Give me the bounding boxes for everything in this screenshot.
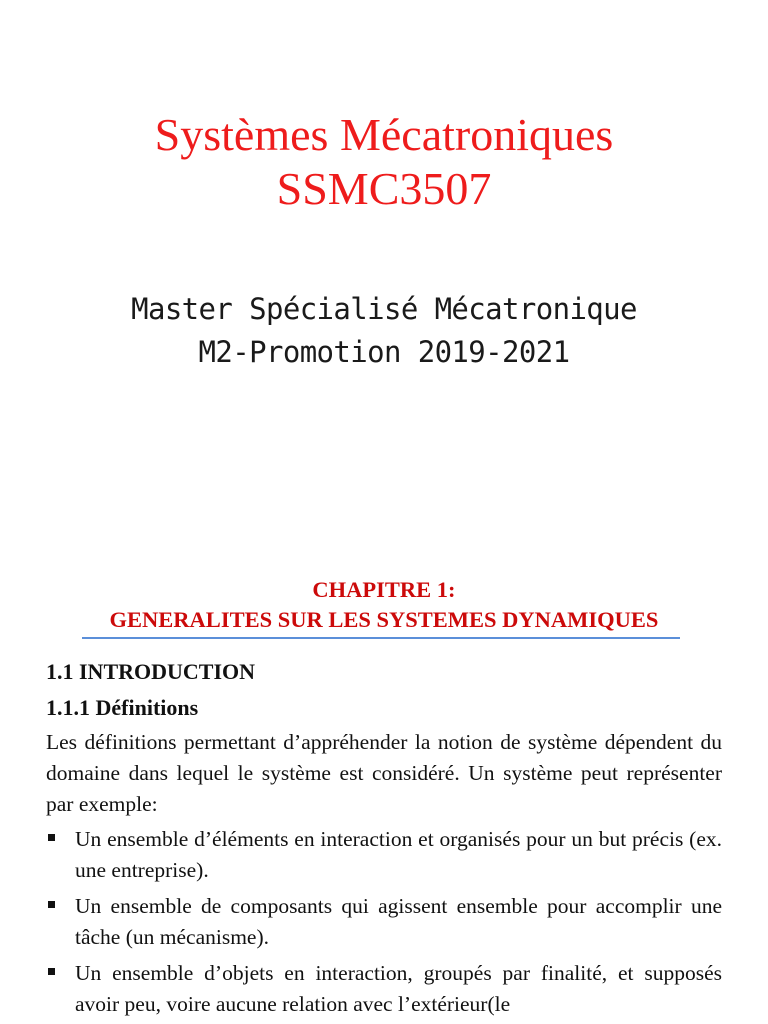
list-item bbox=[46, 891, 722, 953]
section-heading: 1.1 INTRODUCTION bbox=[46, 659, 256, 684]
list-item bbox=[46, 958, 722, 1020]
program-subtitle bbox=[0, 288, 768, 374]
course-name: Systèmes Mécatroniques bbox=[154, 109, 614, 160]
chapter-title: GENERALITES SUR LES SYSTEMES DYNAMIQUES bbox=[109, 607, 659, 632]
square-bullet-icon bbox=[48, 834, 55, 841]
course-code: SSMC3507 bbox=[276, 163, 492, 214]
chapter-underline bbox=[82, 637, 680, 639]
program-name: Master Spécialisé Mécatronique bbox=[131, 292, 637, 326]
course-title bbox=[0, 108, 768, 216]
program-promotion: M2-Promotion 2019-2021 bbox=[198, 335, 570, 369]
list-item bbox=[46, 824, 722, 886]
definition-list bbox=[46, 824, 722, 1020]
intro-paragraph: Les définitions permettant d’appréhender la notion de système dépendent du domaine dans lequel le système est considéré. Un système peut représenter par exemple: bbox=[46, 730, 722, 816]
subsection-heading: 1.1.1 Définitions bbox=[46, 695, 199, 720]
document-body bbox=[46, 655, 722, 1024]
chapter-label: CHAPITRE 1: bbox=[312, 577, 456, 602]
square-bullet-icon bbox=[48, 901, 55, 908]
square-bullet-icon bbox=[48, 968, 55, 975]
chapter-heading bbox=[0, 575, 768, 635]
list-item-text: Un ensemble d’objets en interaction, groupés par finalité, et supposés avoir peu, voire aucune relation avec l’extérieur(le bbox=[75, 961, 722, 1016]
list-item-text: Un ensemble d’éléments en interaction et organisés pour un but précis (ex. une entreprise). bbox=[75, 827, 722, 882]
list-item-text: Un ensemble de composants qui agissent ensemble pour accomplir une tâche (un mécanisme). bbox=[75, 894, 722, 949]
